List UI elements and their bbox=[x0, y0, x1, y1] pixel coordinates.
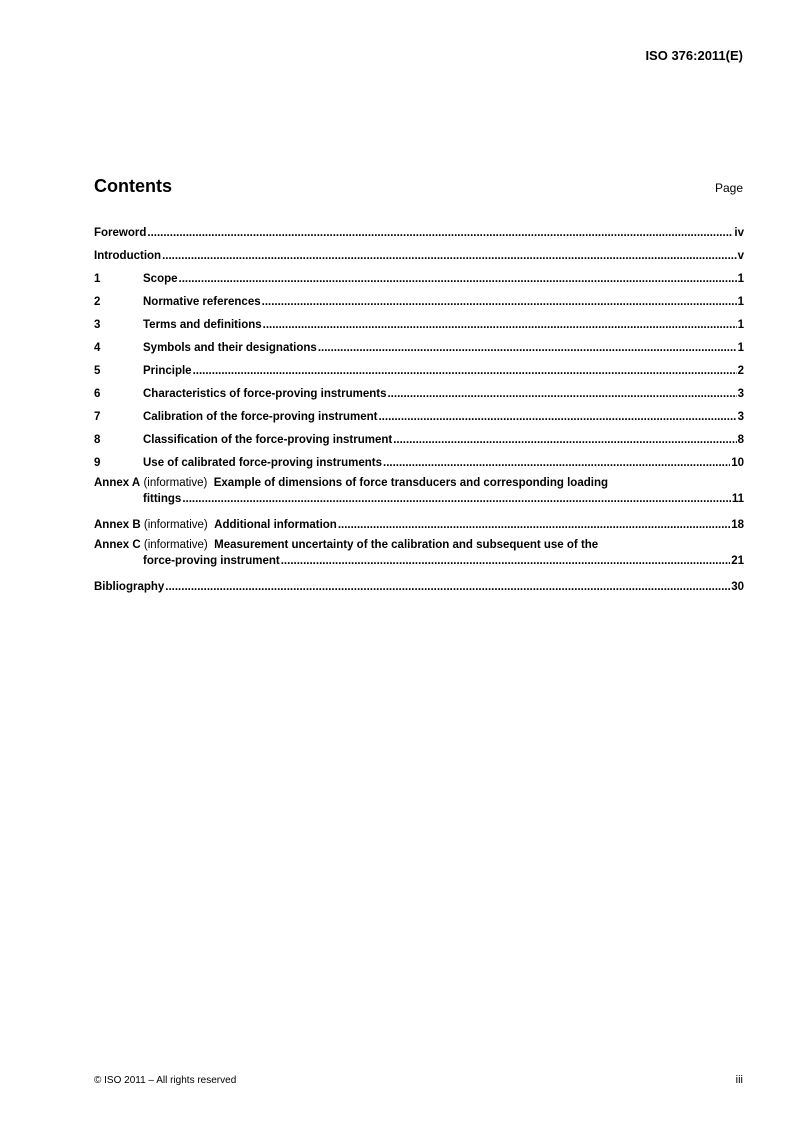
toc-entry-number: 1 bbox=[94, 273, 101, 285]
annex-label: Annex A bbox=[94, 477, 141, 489]
toc-entry-title: Symbols and their designations bbox=[143, 342, 317, 354]
dot-leader bbox=[179, 268, 737, 291]
toc-entry-scope[interactable] bbox=[94, 268, 744, 291]
toc-entry-title: Terms and definitions bbox=[143, 319, 262, 331]
toc-entry-page: iv bbox=[734, 227, 744, 239]
toc-entry-number: 6 bbox=[94, 388, 101, 400]
toc-entry-number: 5 bbox=[94, 365, 101, 377]
toc-entry-title: Use of calibrated force-proving instruments bbox=[143, 457, 382, 469]
dot-leader bbox=[338, 514, 730, 537]
toc-entry-terms-and-definitions[interactable] bbox=[94, 314, 744, 337]
toc-entry-title: Measurement uncertainty of the calibration and subsequent use of the bbox=[214, 539, 599, 551]
annex-label: Annex B bbox=[94, 519, 141, 531]
toc-entry-title: Characteristics of force-proving instruments bbox=[143, 388, 387, 400]
dot-leader bbox=[387, 383, 736, 406]
toc-entry-introduction[interactable] bbox=[94, 245, 744, 268]
dot-leader bbox=[281, 553, 730, 569]
toc-entry-page: 18 bbox=[731, 519, 744, 531]
toc-entry-number: 2 bbox=[94, 296, 101, 308]
annex-label: Annex C bbox=[94, 539, 141, 551]
page-column-label: Page bbox=[714, 181, 743, 195]
toc-entry-characteristics[interactable] bbox=[94, 383, 744, 406]
toc-entry-symbols[interactable] bbox=[94, 337, 744, 360]
toc-entry-principle[interactable] bbox=[94, 360, 744, 383]
toc-entry-number: 7 bbox=[94, 411, 101, 423]
toc-entry-page: 1 bbox=[737, 296, 744, 308]
dot-leader bbox=[383, 452, 730, 475]
toc-entry-title: Classification of the force-proving instrument bbox=[143, 434, 393, 446]
toc-entry-classification[interactable] bbox=[94, 429, 744, 452]
toc-entry-page: 1 bbox=[737, 319, 744, 331]
toc-entry-page: 11 bbox=[731, 493, 744, 505]
toc-entry-title: Additional information bbox=[214, 519, 337, 531]
annex-type: (informative) bbox=[143, 519, 208, 531]
toc-entry-number: 3 bbox=[94, 319, 101, 331]
toc-entry-title-continued: fittings bbox=[143, 493, 182, 505]
contents-title: Contents bbox=[94, 176, 172, 196]
toc-entry-page: 30 bbox=[731, 581, 744, 593]
toc-entry-page: 8 bbox=[737, 434, 744, 446]
toc-entry-annex-b[interactable] bbox=[94, 514, 744, 537]
toc-entry-number: 8 bbox=[94, 434, 101, 446]
copyright-notice: © ISO 2011 – All rights reserved bbox=[94, 1075, 237, 1086]
dot-leader bbox=[147, 222, 733, 245]
toc-entry-foreword[interactable] bbox=[94, 222, 744, 245]
toc-entry-page: 10 bbox=[731, 457, 744, 469]
dot-leader bbox=[263, 314, 737, 337]
dot-leader bbox=[318, 337, 737, 360]
toc-entry-bibliography[interactable] bbox=[94, 576, 744, 599]
dot-leader bbox=[393, 429, 736, 452]
toc-entry-page: 3 bbox=[737, 411, 744, 423]
toc-entry-use-of-instruments[interactable] bbox=[94, 452, 744, 475]
annex-type: (informative) bbox=[143, 477, 208, 489]
table-of-contents bbox=[94, 222, 744, 599]
toc-entry-title: Introduction bbox=[94, 250, 162, 262]
dot-leader bbox=[162, 245, 737, 268]
toc-entry-page: 3 bbox=[737, 388, 744, 400]
toc-entry-page: 2 bbox=[737, 365, 744, 377]
toc-entry-title: Principle bbox=[143, 365, 192, 377]
toc-entry-page: v bbox=[737, 250, 744, 262]
toc-entry-calibration[interactable] bbox=[94, 406, 744, 429]
dot-leader bbox=[165, 576, 730, 599]
document-id: ISO 376:2011(E) bbox=[645, 48, 743, 63]
toc-entry-title: Foreword bbox=[94, 227, 147, 239]
toc-entry-normative-references[interactable] bbox=[94, 291, 744, 314]
toc-entry-title: Calibration of the force-proving instrument bbox=[143, 411, 378, 423]
toc-entry-title-continued: force-proving instrument bbox=[143, 555, 280, 567]
page-number: iii bbox=[735, 1074, 743, 1086]
annex-type: (informative) bbox=[143, 539, 208, 551]
toc-entry-page: 1 bbox=[737, 342, 744, 354]
toc-entry-number: 4 bbox=[94, 342, 101, 354]
toc-entry-page: 1 bbox=[737, 273, 744, 285]
toc-entry-page: 21 bbox=[731, 555, 744, 567]
dot-leader bbox=[193, 360, 737, 383]
toc-entry-annex-c[interactable] bbox=[94, 537, 744, 576]
dot-leader bbox=[262, 291, 737, 314]
toc-entry-number: 9 bbox=[94, 457, 101, 469]
dot-leader bbox=[182, 491, 731, 507]
toc-entry-annex-a[interactable] bbox=[94, 475, 744, 514]
toc-entry-title: Bibliography bbox=[94, 581, 165, 593]
toc-entry-title: Example of dimensions of force transducers and corresponding loading bbox=[213, 477, 608, 489]
toc-entry-title: Normative references bbox=[143, 296, 261, 308]
dot-leader bbox=[378, 406, 736, 429]
toc-entry-title: Scope bbox=[143, 273, 178, 285]
